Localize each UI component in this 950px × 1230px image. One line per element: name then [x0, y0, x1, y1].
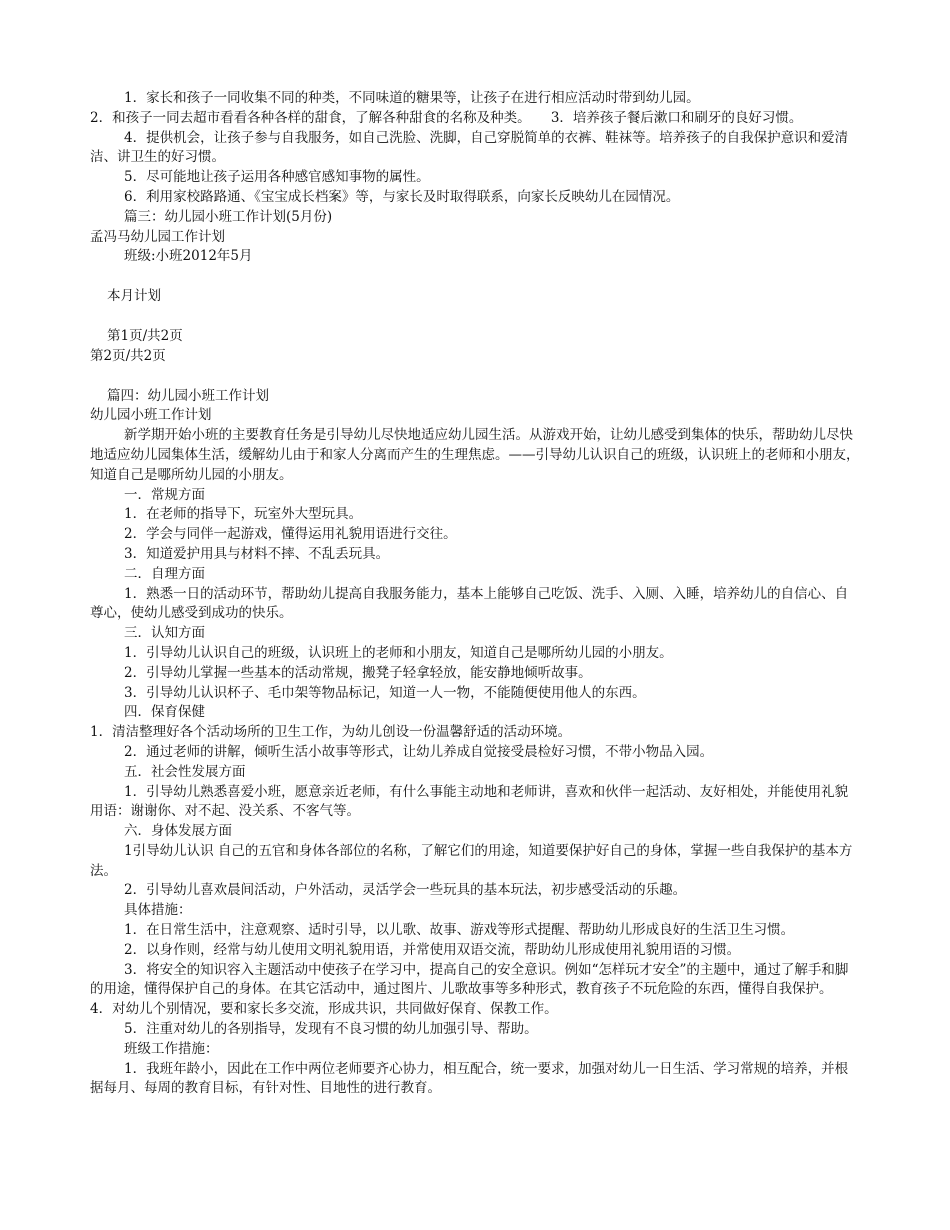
paragraph: 第1页/共2页: [107, 327, 183, 344]
document-body: [90, 89, 860, 1099]
paragraph: 篇四：幼儿园小班工作计划: [107, 387, 269, 404]
blank-line: [90, 367, 860, 387]
paragraph: 四．保育保健: [124, 704, 205, 721]
paragraph: 二．自理方面: [124, 565, 205, 582]
paragraph: 1．在日常生活中，注意观察、适时引导，以儿歌、故事、游戏等形式提醒、帮助幼儿形成良好的生活卫生习惯。: [124, 922, 795, 939]
paragraph: 1．家长和孩子一同收集不同的种类，不同味道的糖果等，让孩子在进行相应活动时带到幼儿园。: [124, 90, 700, 106]
paragraph: 1．清洁整理好各个活动场所的卫生工作，为幼儿创设一份温馨舒适的活动环境。: [90, 724, 572, 741]
blank-line: [90, 307, 860, 327]
paragraph: 1．引导幼儿认识自己的班级，认识班上的老师和小朋友，知道自己是哪所幼儿园的小朋友。: [124, 644, 673, 661]
paragraph: 1．引导幼儿熟悉喜爱小班，愿意亲近老师，有什么事能主动地和老师讲，喜欢和伙伴一起活动、友好相处，并能使用礼貌用语：谢谢你、对不起、没关系、不客气等。: [90, 783, 849, 820]
paragraph: 第2页/共2页: [90, 347, 166, 364]
paragraph: 3．引导幼儿认识杯子、毛巾架等物品标记，知道一人一物，不能随便使用他人的东西。: [124, 684, 646, 701]
paragraph: 篇三：幼儿园小班工作计划(5月份): [124, 208, 333, 225]
paragraph: 5．注重对幼儿的各别指导，发现有不良习惯的幼儿加强引导、帮助。: [124, 1021, 538, 1038]
paragraph: 三．认知方面: [124, 625, 205, 642]
paragraph: 六．身体发展方面: [124, 823, 232, 840]
blank-line: [90, 267, 860, 287]
paragraph: 一．常规方面: [124, 486, 205, 503]
paragraph: 班级:小班2012年5月: [124, 248, 253, 265]
paragraph: 2．和孩子一同去超市看看各种各样的甜食，了解各种甜食的名称及种类。 3．培养孩子餐后漱口和刷牙的良好习惯。: [90, 109, 803, 126]
paragraph: 2．引导幼儿掌握一些基本的活动常规，搬凳子轻拿轻放，能安静地倾听故事。: [124, 664, 592, 681]
paragraph: 1．熟悉一日的活动环节，帮助幼儿提高自我服务能力，基本上能够自己吃饭、洗手、入厕、入睡，培养幼儿的自信心、自尊心，使幼儿感受到成功的快乐。: [90, 585, 849, 622]
paragraph: 4．提供机会，让孩子参与自我服务，如自己洗脸、洗脚，自己穿脱简单的衣裤、鞋袜等。培养孩子的自我保护意识和爱清洁、讲卫生的好习惯。: [90, 129, 849, 166]
paragraph: 班级工作措施：: [124, 1040, 219, 1057]
paragraph: 五．社会性发展方面: [124, 763, 246, 780]
paragraph: 6．利用家校路路通、《宝宝成长档案》等，与家长及时取得联系，向家长反映幼儿在园情况。: [124, 188, 680, 205]
paragraph: 1引导幼儿认识 自己的五官和身体各部位的名称，了解它们的用途，知道要保护好自己的身体，掌握一些自我保护的基本方法。: [90, 842, 853, 879]
paragraph: 具体措施：: [124, 902, 192, 919]
paragraph: 4．对幼儿个别情况，要和家长多交流，形成共识，共同做好保育、保教工作。: [90, 1001, 558, 1018]
paragraph: 2．学会与同伴一起游戏，懂得运用礼貌用语进行交往。: [124, 526, 457, 543]
paragraph: 5．尽可能地让孩子运用各种感官感知事物的属性。: [124, 169, 430, 186]
paragraph: 新学期开始小班的主要教育任务是引导幼儿尽快地适应幼儿园生活。从游戏开始，让幼儿感受到集体的快乐，帮助幼儿尽快地适应幼儿园集体生活，缓解幼儿由于和家人分离而产生的生理焦虑。——引导幼儿认识自己的班级，认识班上的老师和小朋友，知道自己是哪所幼儿园的小朋友。: [90, 427, 860, 483]
paragraph: 1．我班年龄小，因此在工作中两位老师要齐心协力，相互配合，统一要求，加强对幼儿一日生活、学习常规的培养，并根据每月、每周的教育目标，有针对性、目地性的进行教育。: [90, 1060, 849, 1097]
paragraph: 2．引导幼儿喜欢晨间活动，户外活动，灵活学会一些玩具的基本玩法，初步感受活动的乐趣。: [124, 882, 687, 899]
paragraph: 1．在老师的指导下，玩室外大型玩具。: [124, 506, 363, 523]
paragraph: 3．将安全的知识容入主题活动中使孩子在学习中，提高自己的安全意识。例如“怎样玩才安全”的主题中，通过了解手和脚的用途，懂得保护自己的身体。在其它活动中，通过图片、儿歌故事等多种形式，教育孩子不玩危险的东西，懂得自我保护。: [90, 961, 849, 998]
paragraph: 幼儿园小班工作计划: [90, 407, 212, 424]
paragraph: 3．知道爱护用具与材料不摔、不乱丢玩具。: [124, 545, 390, 562]
paragraph: 2．以身作则，经常与幼儿使用文明礼貌用语，并常使用双语交流，帮助幼儿形成使用礼貌用语的习惯。: [124, 941, 741, 958]
paragraph: 2．通过老师的讲解，倾听生活小故事等形式，让幼儿养成自觉接受晨检好习惯，不带小物品入园。: [124, 743, 714, 760]
paragraph: 孟冯马幼儿园工作计划: [90, 228, 225, 245]
paragraph: 本月计划: [107, 288, 161, 305]
